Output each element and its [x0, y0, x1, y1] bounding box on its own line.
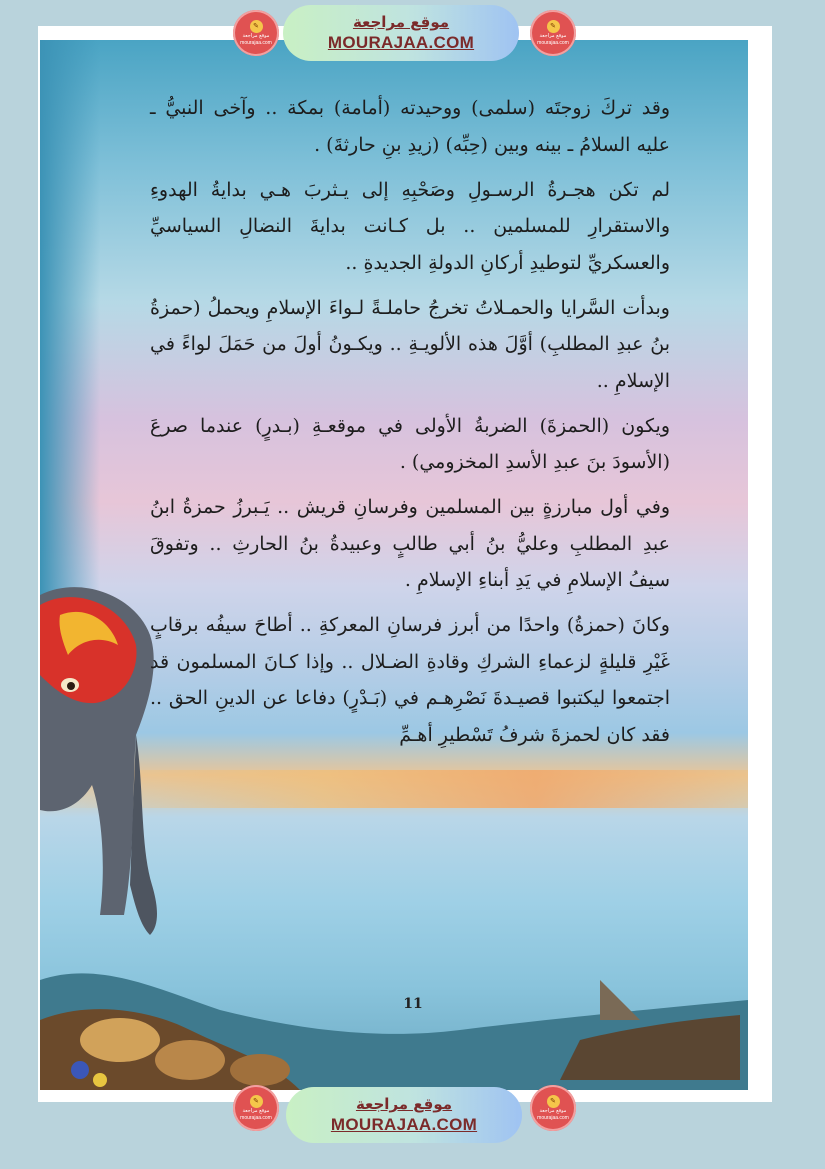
- site-name-arabic[interactable]: موقع مراجعة: [352, 13, 450, 31]
- logo-icon: ✎: [250, 20, 263, 33]
- paragraph: وبدأت السَّرايا والحمـلاتُ تخرجُ حاملـةً لـواءَ الإسلامِ ويحملُ (حمزةُ بنُ عبدِ المطلبِ) أوَّلَ هذه الألويـةِ .. ويكـونُ أولَ من حَمَلَ لواءً في الإسلامِ ..: [150, 296, 670, 392]
- site-banner-top[interactable]: [283, 5, 519, 61]
- logo-icon: ✎: [547, 20, 560, 33]
- site-link[interactable]: MOURAJAA.COM: [330, 1115, 478, 1134]
- site-logo-badge[interactable]: [233, 1085, 279, 1131]
- paragraph: وقد تركَ زوجتَه (سلمى) ووحيدته (أمامة) بمكة .. وآخى النبيُّ ـ عليه السلامُ ـ بينه وبين (حِبِّه) (زيدِ بنِ حارثةَ) .: [150, 97, 670, 156]
- logo-icon: ✎: [250, 1095, 263, 1108]
- badge-domain: mourajaa.com: [537, 1115, 569, 1121]
- site-name-arabic[interactable]: موقع مراجعة: [355, 1095, 453, 1113]
- badge-domain: mourajaa.com: [537, 40, 569, 46]
- site-logo-badge[interactable]: [233, 10, 279, 56]
- sky-shade: [40, 40, 100, 600]
- site-link[interactable]: MOURAJAA.COM: [327, 33, 475, 52]
- badge-domain: mourajaa.com: [240, 1115, 272, 1121]
- story-text: [150, 90, 670, 762]
- site-banner-bottom[interactable]: [286, 1087, 522, 1143]
- site-logo-badge[interactable]: [530, 1085, 576, 1131]
- page-number: 11: [403, 996, 423, 1012]
- paragraph: وفي أول مبارزةٍ بين المسلمين وفرسانِ قريش .. يَـبرزُ حمزةُ ابنُ عبدِ المطلبِ وعليُّ بنُ أبي طالبٍ وعبيدةُ بنُ الحارثِ .. وتفوقَ سيفُ الإسلامِ في يَدِ أبناءِ الإسلامِ .: [150, 496, 670, 591]
- badge-label: موقع مراجعة: [539, 1108, 567, 1114]
- ground-illustration: [40, 920, 748, 1090]
- site-logo-badge[interactable]: [530, 10, 576, 56]
- badge-label: موقع مراجعة: [242, 1108, 270, 1114]
- badge-label: موقع مراجعة: [242, 33, 270, 39]
- badge-label: موقع مراجعة: [539, 33, 567, 39]
- badge-domain: mourajaa.com: [240, 40, 272, 46]
- logo-icon: ✎: [547, 1095, 560, 1108]
- paragraph: وكانَ (حمزةُ) واحدًا من أبرز فرسانِ المعركةِ .. أطاحَ سيفُه برقابٍ غَيْرِ قليلةٍ لزعماءِ الشركِ وقادةِ الضـلال .. وإذا كـانَ المسلمون قد اجتمعوا ليكتبوا قصيـدةَ نَصْرِهـم في (بَـدْرٍ) دفاعا عن الدينِ الحق .. فقد كان لحمزةَ شرفُ تَسْطيرِ أهـمِّ: [150, 614, 670, 746]
- paragraph: ويكون (الحمزةَ) الضربةُ الأولى في موقعـةِ (بـدرٍ) عندما صرعَ (الأسودَ بنَ عبدِ الأسدِ المخزومي) .: [150, 414, 670, 473]
- paragraph: لم تكن هجـرةُ الرسـولِ وصَحْبِهِ إلى يـثربَ هـي بدايةُ الهدوءِ والاستقرارِ للمسلمين .. بل كـانت بدايةَ النضالِ السياسيِّ والعسكريِّ لتوطيدِ أركانِ الدولةِ الجديدةِ ..: [150, 178, 670, 274]
